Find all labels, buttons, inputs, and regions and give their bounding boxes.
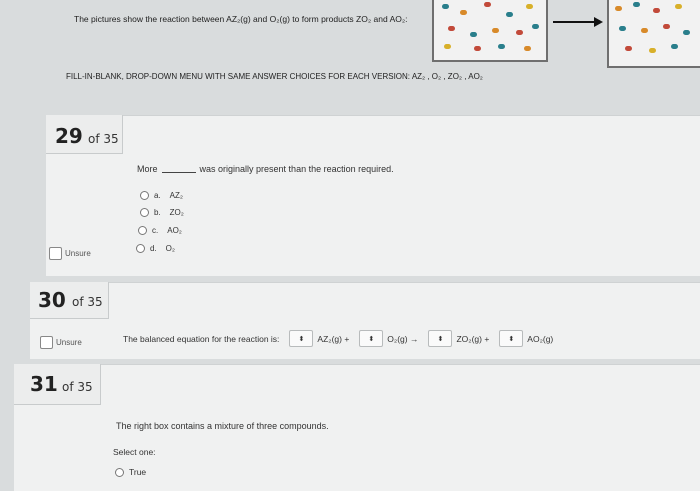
radio-button[interactable]	[115, 468, 124, 477]
fill-in-blank	[162, 172, 196, 173]
unsure-checkbox[interactable]	[40, 336, 53, 349]
instruction-text: FILL-IN-BLANK, DROP-DOWN MENU WITH SAME ANSWER CHOICES FOR EACH VERSION: AZ₂ , O₂ , ZO₂ , AO₂	[66, 72, 483, 81]
radio-button[interactable]	[136, 244, 145, 253]
coefficient-dropdown-2[interactable]: ⬍	[359, 330, 383, 347]
unsure-checkbox[interactable]	[49, 247, 62, 260]
question-29-prompt: More was originally present than the reaction required.	[137, 164, 394, 174]
q29-option-a[interactable]: a. AZ₂	[140, 191, 183, 200]
coefficient-dropdown-1[interactable]: ⬍	[289, 330, 313, 347]
unsure-label: Unsure	[56, 338, 82, 347]
question-30-equation: The balanced equation for the reaction is: ⬍ AZ₂(g) + ⬍ O₂(g) → ⬍ ZO₂(g) + ⬍ AO₂(g)	[123, 330, 563, 347]
radio-button[interactable]	[138, 226, 147, 235]
question-30-unsure-flag[interactable]	[40, 336, 82, 349]
question-30-prompt: The balanced equation for the reaction is:	[123, 333, 280, 344]
q29-option-d[interactable]: d. O₂	[136, 244, 175, 253]
q31-option-true[interactable]: True	[115, 467, 146, 477]
question-30-card	[30, 282, 700, 359]
select-one-label: Select one:	[113, 447, 156, 457]
product-box-image	[607, 0, 700, 68]
radio-button[interactable]	[140, 191, 149, 200]
coefficient-dropdown-3[interactable]: ⬍	[428, 330, 452, 347]
q29-option-b[interactable]: b. ZO₂	[140, 208, 184, 217]
question-31-prompt: The right box contains a mixture of three compounds.	[116, 421, 329, 431]
q29-option-c[interactable]: c. AO₂	[138, 226, 182, 235]
question-29-number: 29 of 35	[46, 115, 123, 154]
coefficient-dropdown-4[interactable]: ⬍	[499, 330, 523, 347]
reaction-arrow-head-icon	[594, 17, 603, 27]
unsure-label: Unsure	[65, 249, 91, 258]
reactant-box-image	[432, 0, 548, 62]
reaction-arrow	[553, 21, 595, 23]
question-29-unsure-flag[interactable]	[49, 247, 91, 260]
question-31-number: 31 of 35	[14, 364, 101, 405]
question-30-number: 30 of 35	[30, 282, 109, 319]
radio-button[interactable]	[140, 208, 149, 217]
reaction-description: The pictures show the reaction between AZ₂(g) and O₂(g) to form products ZO₂ and AO₂:	[74, 14, 408, 24]
